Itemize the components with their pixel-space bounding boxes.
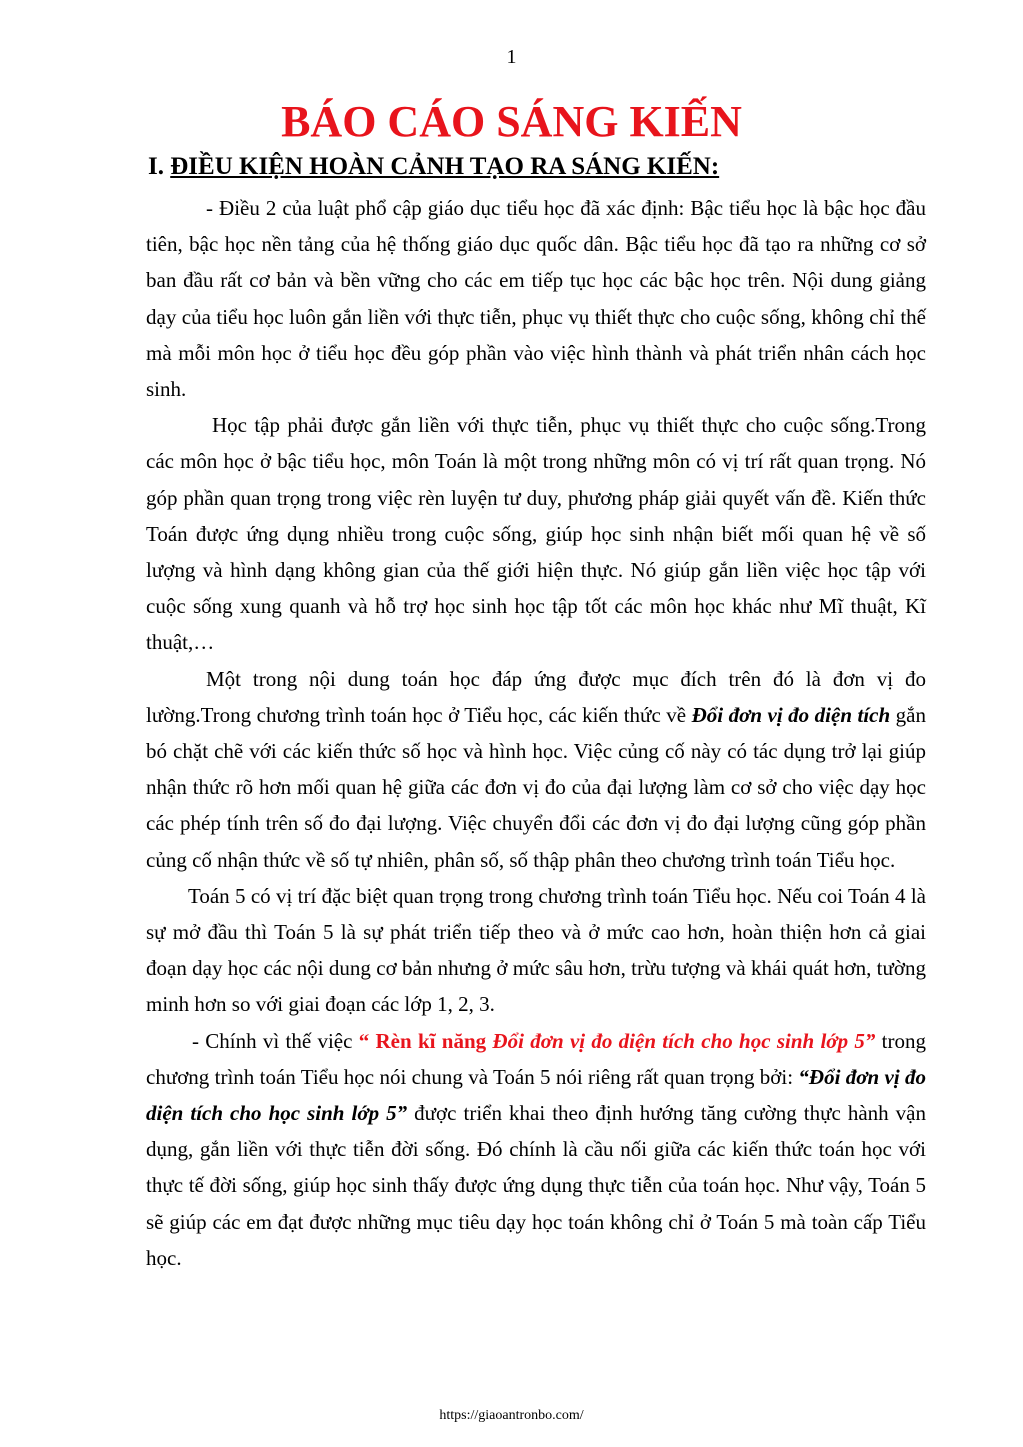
paragraph-3 [146, 661, 926, 878]
paragraph-5-lead: - Chính vì thế việc [192, 1028, 359, 1053]
paragraph-1: - Điều 2 của luật phổ cập giáo dục tiểu học đã xác định: Bậc tiểu học là bậc học đầu tiên, bậc học nền tảng của hệ thống giáo dục quốc dân. Bậc tiểu học đã tạo ra những cơ sở ban đầu rất cơ bản và bền vững cho các em tiếp tục học các bậc học trên. Nội dung giảng dạy của tiểu học luôn gắn liền với thực tiễn, phục vụ thiết thực cho cuộc sống, không chỉ thế mà mỗi môn học ở tiểu học đều góp phần vào việc hình thành và phát triển nhân cách học sinh. [146, 196, 926, 402]
section-heading [148, 152, 719, 182]
section-number: I. [148, 153, 164, 180]
paragraph-4: Toán 5 có vị trí đặc biệt quan trọng trong chương trình toán Tiểu học. Nếu coi Toán 4 là sự mở đầu thì Toán 5 là sự phát triển tiếp theo và ở mức cao hơn, hoàn thiện hơn cả giai đoạn dạy học các nội dung cơ bản nhưng ở mức sâu hơn, trừu tượng và khái quát hơn, tường minh hơn so với giai đoạn các lớp 1, 2, 3. [146, 883, 926, 1017]
page-number: 1 [506, 46, 517, 68]
paragraph-5-text-after: được triển khai theo định hướng tăng cường thực hành vận dụng, gắn liền với thực tiễn đời sống. Đó chính là cầu nối giữa các kiến thức toán học với thực tế đời sống, giúp học sinh thấy được ứng dụng thực tiễn của toán học. Như vậy, Toán 5 sẽ giúp các em đạt được những mục tiêu dạy học toán không chỉ ở Toán 5 mà toàn cấp Tiểu học. [146, 1101, 926, 1270]
paragraph-5 [146, 1023, 926, 1276]
document-body [146, 190, 926, 1276]
document-title: BÁO CÁO SÁNG KIẾN [281, 97, 742, 146]
paragraph-5-quote-open: “ Rèn kĩ năng [358, 1028, 493, 1053]
paragraph-3-emphasis: Đổi đơn vị đo diện tích [691, 702, 891, 727]
paragraph-3-text-before: Một trong nội dung toán học đáp ứng được mục đích trên đó là đơn vị đo lường.Trong chương trình toán học ở Tiểu học, các kiến thức về [146, 666, 926, 727]
paragraph-3-text-after: gắn bó chặt chẽ với các kiến thức số học và hình học. Việc củng cố này có tác dụng trở lại giúp nhận thức rõ hơn mối quan hệ giữa các đơn vị đo của đại lượng làm cơ sở cho việc dạy học các phép tính trên số đo đại lượng. Việc chuyển đổi các đơn vị đo đại lượng cũng góp phần củng cố nhận thức về số tự nhiên, phân số, số thập phân theo chương trình toán Tiểu học. [146, 702, 926, 872]
footer-url: https://giaoantronbo.com/ [439, 1408, 584, 1423]
section-heading-text: ĐIỀU KIỆN HOÀN CẢNH TẠO RA SÁNG KIẾN: [170, 153, 720, 180]
paragraph-5-middle: trong chương trình toán Tiểu học nói chung và Toán 5 nói riêng rất quan trọng bởi: [146, 1028, 926, 1089]
paragraph-5-quote-italic: Đổi đơn vị đo diện tích cho học sinh lớp 5” [492, 1028, 876, 1053]
paragraph-2: Học tập phải được gắn liền với thực tiễn, phục vụ thiết thực cho cuộc sống.Trong các môn học ở bậc tiểu học, môn Toán là một trong những môn có vị trí rất quan trọng. Nó góp phần quan trọng trong việc rèn luyện tư duy, phương pháp giải quyết vấn đề. Kiến thức Toán được ứng dụng nhiều trong cuộc sống, giúp học sinh nhận biết mối quan hệ về số lượng và hình dạng không gian của thế giới hiện thực. Nó giúp gắn liền việc học tập với cuộc sống xung quanh và hỗ trợ học sinh học tập tốt các môn học khác như Mĩ thuật, Kĩ thuật,… [146, 413, 926, 655]
paragraph-5-quote-2: “Đổi đơn vị đo diện tích cho học sinh lớp 5” [146, 1064, 926, 1126]
